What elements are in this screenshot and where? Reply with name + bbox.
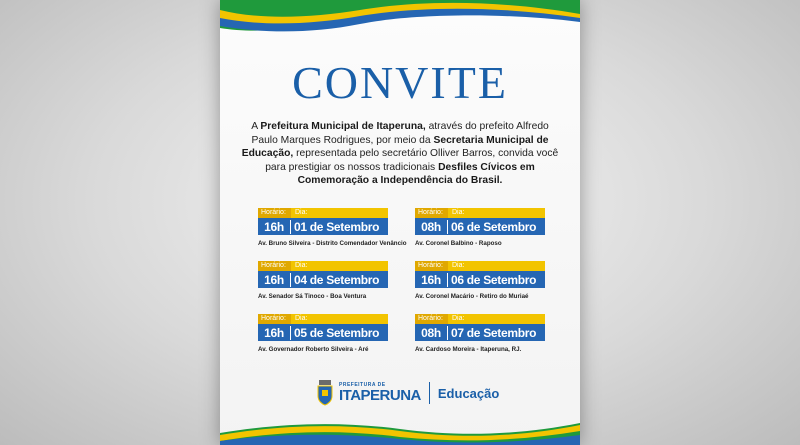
event-card bbox=[258, 208, 407, 247]
event-time: 16h bbox=[260, 326, 291, 340]
event-date: 06 de Setembro bbox=[451, 272, 537, 287]
day-label: Dia: bbox=[452, 315, 465, 322]
event-time: 08h bbox=[417, 220, 448, 234]
event-address: Av. Cardoso Moreira - Itaperuna, RJ. bbox=[415, 346, 522, 353]
event-address: Av. Coronel Macário - Retiro do Muriaé bbox=[415, 293, 529, 300]
intro-paragraph: A Prefeitura Municipal de Itaperuna, através do prefeito Alfredo Paulo Marques Rodrigues, por meio da Secretaria Municipal de Educação, representada pelo secretário Olliver Barros, convida você para prestigiar os nossos tradicionais Desfiles Cívicos em Comemoração a Independência do Brasil. bbox=[241, 121, 559, 186]
event-card bbox=[258, 314, 388, 353]
event-address: Av. Coronel Balbino - Raposo bbox=[415, 240, 502, 247]
event-card bbox=[415, 208, 545, 247]
city-name: ITAPERUNA bbox=[339, 387, 421, 404]
day-label: Dia: bbox=[295, 209, 308, 216]
event-time: 08h bbox=[417, 326, 448, 340]
department-name: Educação bbox=[437, 385, 500, 401]
flag-wave-bottom-decoration bbox=[220, 415, 580, 445]
event-card bbox=[415, 261, 545, 300]
event-card bbox=[415, 314, 545, 353]
event-card bbox=[258, 261, 388, 300]
event-date: 01 de Setembro bbox=[294, 219, 380, 234]
time-label: Horário: bbox=[258, 261, 291, 271]
day-label: Dia: bbox=[295, 315, 308, 322]
day-label: Dia: bbox=[452, 209, 465, 216]
time-label: Horário: bbox=[415, 261, 448, 271]
city-crest-icon bbox=[316, 380, 334, 406]
event-date: 04 de Setembro bbox=[294, 272, 380, 287]
event-date: 06 de Setembro bbox=[451, 219, 537, 234]
time-label: Horário: bbox=[415, 314, 448, 324]
footer-logo bbox=[316, 378, 499, 408]
time-label: Horário: bbox=[415, 208, 448, 218]
time-label: Horário: bbox=[258, 208, 291, 218]
prefeitura-label: PREFEITURA DE bbox=[339, 382, 386, 388]
event-time: 16h bbox=[260, 273, 291, 287]
event-time: 16h bbox=[417, 273, 448, 287]
event-date: 07 de Setembro bbox=[451, 325, 537, 340]
event-time: 16h bbox=[260, 220, 291, 234]
event-date: 05 de Setembro bbox=[294, 325, 380, 340]
event-address: Av. Bruno Silveira - Distrito Comendador Venâncio bbox=[258, 240, 407, 247]
flag-wave-top-decoration bbox=[220, 0, 580, 40]
invitation-card bbox=[220, 0, 580, 445]
logo-divider bbox=[429, 382, 430, 404]
day-label: Dia: bbox=[295, 262, 308, 269]
page-title: CONVITE bbox=[292, 57, 508, 108]
time-label: Horário: bbox=[258, 314, 291, 324]
event-address: Av. Senador Sá Tinoco - Boa Ventura bbox=[258, 293, 367, 300]
day-label: Dia: bbox=[452, 262, 465, 269]
event-address: Av. Governador Roberto Silveira - Aré bbox=[258, 346, 369, 353]
